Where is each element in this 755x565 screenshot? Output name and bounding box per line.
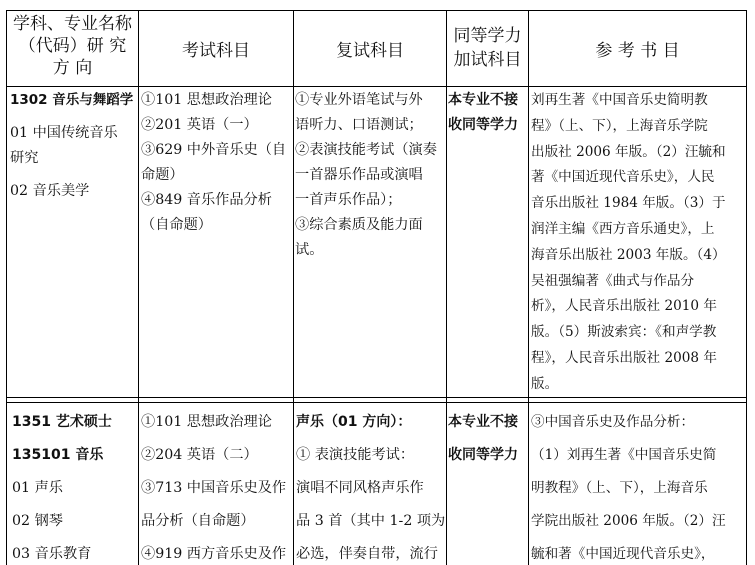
row1-retest-line: 一首器乐作品或演唱 (295, 167, 423, 183)
col-divider-4 (528, 10, 529, 565)
row2-extra-line: 收同等学力 (448, 447, 518, 463)
row1-books-line: 程》，人民音乐出版社 2008 年 (531, 349, 717, 366)
row-divider-2 (6, 402, 747, 403)
row2-retest-line: 必选，伴奏自带，流行 (296, 546, 438, 562)
row2-retest (296, 406, 446, 565)
row2-retest-line: 品 3 首（其中 1-2 项为 (296, 513, 446, 529)
row2-exam-line: 品分析（自命题） (141, 513, 255, 529)
row2-exam-line: ②204 英语（二） (141, 447, 258, 463)
row1-books-line: 析》，人民音乐出版社 2010 年 (531, 298, 717, 315)
row1-major-line: 02 音乐美学 (10, 183, 90, 199)
row1-books-line: 版。 (531, 375, 559, 392)
row1-books-line: 版。（5）斯波索宾：《和声学教 (531, 324, 717, 341)
header-extra (447, 24, 528, 72)
row2-major-code: 1351 艺术硕士 (12, 414, 112, 430)
row2-retest-line: 声乐（01 方向）： (296, 414, 412, 430)
row2-major-line: 01 声乐 (12, 480, 63, 496)
row2-exam (141, 406, 293, 565)
row1-major-code: 1302 音乐与舞蹈学 (10, 92, 134, 108)
row1-retest-line: 一首声乐作品）； (295, 192, 402, 208)
header-major (7, 13, 138, 79)
row1-retest-line: 试。 (295, 242, 324, 258)
col-divider-1 (138, 10, 139, 565)
row2-books (531, 406, 746, 565)
row1-extra (448, 88, 528, 138)
row2-major-code: 135101 音乐 (12, 447, 104, 463)
header-major-line: 方 向 (52, 58, 93, 78)
row2-extra (448, 406, 528, 472)
row1-exam-line: ①101 思想政治理论 (141, 92, 272, 108)
row1-exam-line: （自命题） (141, 217, 212, 233)
header-major-line: 学科、专业名称 (13, 14, 132, 34)
row1-books-line: 吴祖强编著《曲式与作品分 (531, 272, 695, 289)
row1-major (10, 88, 138, 204)
row1-retest-line: ③综合素质及能力面 (295, 217, 423, 233)
row1-extra-line: 收同等学力 (448, 117, 518, 133)
row1-exam (141, 88, 293, 238)
row1-exam-line: 命题） (141, 167, 184, 183)
table-border-right (746, 10, 747, 565)
row1-books (531, 88, 746, 398)
row2-exam-line: ③713 中国音乐史及作 (141, 480, 287, 496)
col-divider-3 (446, 10, 447, 565)
row2-retest-line: 演唱不同风格声乐作 (296, 480, 424, 496)
row2-books-line: 毓和著《中国近现代音乐史》， (531, 546, 715, 562)
row2-major (12, 406, 138, 565)
row1-major-line: 01 中国传统音乐 (10, 125, 118, 141)
row1-books-line: 润洋主编《西方音乐通史》，上 (531, 220, 715, 237)
row2-exam-line: ①101 思想政治理论 (141, 414, 272, 430)
row2-retest-line: ① 表演技能考试： (296, 447, 415, 463)
row1-retest-line: ②表演技能考试（演奏 (295, 142, 437, 158)
row1-books-line: 出版社 2006 年版。（2）汪毓和 (531, 143, 726, 160)
header-extra-line: 加试科目 (453, 50, 522, 70)
header-major-line: （代码）研 究 (18, 36, 127, 56)
row1-retest (295, 88, 446, 263)
row2-books-line: 明教程》（上、下），上海音乐 (531, 480, 708, 496)
row1-books-line: 海音乐出版社 2003 年版。（4） (531, 246, 726, 263)
row2-extra-line: 本专业不接 (448, 414, 518, 430)
row1-extra-line: 本专业不接 (448, 92, 518, 108)
row1-books-line: 刘再生著《中国音乐史简明教 (531, 92, 708, 108)
row2-books-line: 学院出版社 2006 年版。（2）汪 (531, 513, 726, 529)
row1-books-line: 著《中国近现代音乐史》，人民 (531, 169, 715, 186)
table-border-left (6, 10, 7, 565)
header-extra-line: 同等学力 (453, 26, 522, 46)
row2-major-line: 02 钢琴 (12, 513, 63, 529)
row1-retest-line: ①专业外语笔试与外 (295, 92, 423, 108)
header-divider (6, 86, 747, 87)
row2-exam-line: ④919 西方音乐史及作 (141, 546, 287, 562)
row1-books-line: 音乐出版社 1984 年版。（3）于 (531, 195, 726, 212)
row1-retest-line: 语听力、口语测试； (295, 117, 423, 133)
row1-exam-line: ④849 音乐作品分析 (141, 192, 272, 208)
row2-books-line: （1）刘再生著《中国音乐史简 (531, 447, 717, 463)
row1-exam-line: ③629 中外音乐史（自 (141, 142, 287, 158)
col-divider-2 (293, 10, 294, 565)
header-books: 参 考 书 目 (595, 41, 680, 61)
row1-major-line: 研究 (10, 150, 39, 166)
row1-exam-line: ②201 英语（一） (141, 117, 258, 133)
header-exam: 考试科目 (182, 41, 250, 61)
row2-books-line: ③中国音乐史及作品分析： (531, 414, 695, 430)
row1-books-line: 程》（上、下），上海音乐学院 (531, 117, 708, 134)
row2-major-line: 03 音乐教育 (12, 546, 92, 562)
header-retest: 复试科目 (336, 41, 404, 61)
